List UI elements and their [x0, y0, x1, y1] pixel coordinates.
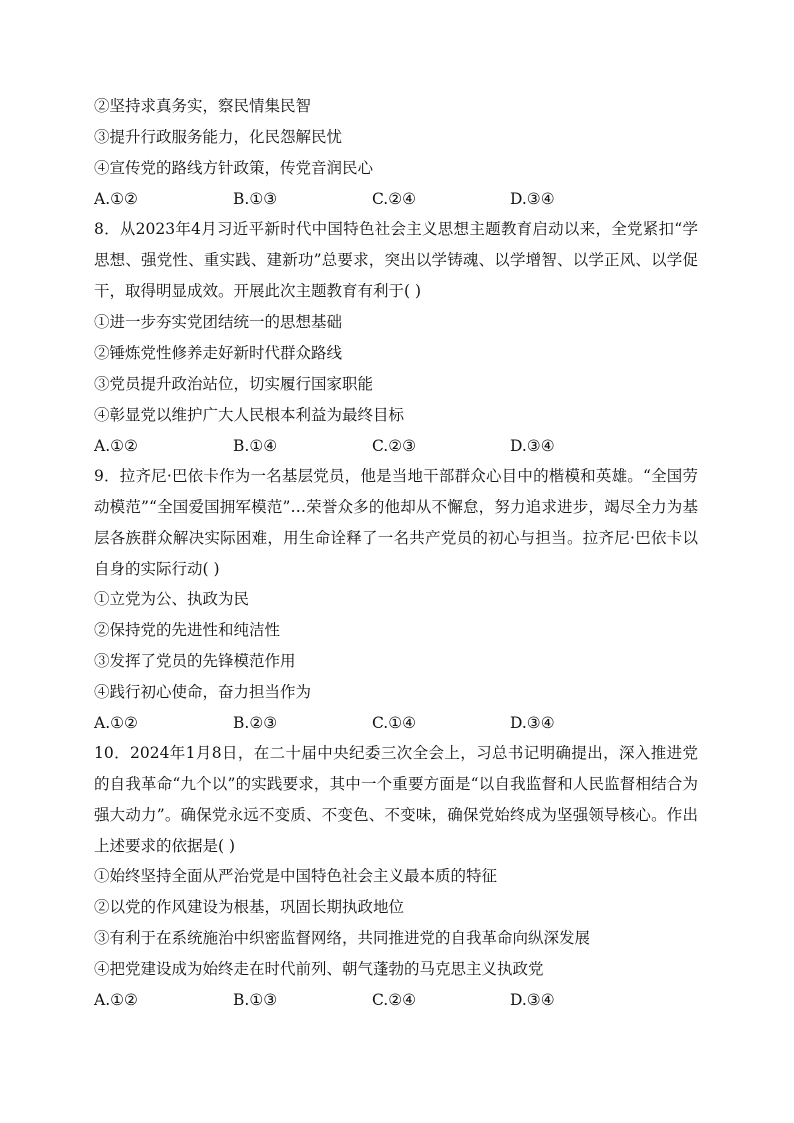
q7-choice-3: ③提升行政服务能力，化民怨解民忧 — [94, 128, 343, 146]
q8-options — [94, 436, 714, 456]
q10-option-a: A.①② — [94, 991, 138, 1009]
q9-option-d: D.③④ — [510, 714, 555, 732]
q7-option-d: D.③④ — [510, 190, 555, 208]
q8-option-a: A.①② — [94, 437, 138, 455]
q10-choice-2: ②以党的作风建设为根基，巩固长期执政地位 — [94, 898, 405, 916]
q9-choice-1: ①立党为公、执政为民 — [94, 590, 250, 608]
q8-option-c: C.②③ — [372, 437, 417, 455]
q8-choice-3: ③党员提升政治站位，切实履行国家职能 — [94, 375, 374, 393]
q8-option-b: B.①④ — [233, 437, 278, 455]
q9-option-a: A.①② — [94, 714, 138, 732]
q7-option-c: C.②④ — [372, 190, 417, 208]
q8-choice-2: ②锤炼党性修养走好新时代群众路线 — [94, 344, 343, 362]
q7-options — [94, 189, 714, 209]
q9-option-c: C.①④ — [372, 714, 417, 732]
q10-stem: 10．2024年1月8日，在二十届中央纪委三次全会上，习总书记明确提出，深入推进党的自我革命“九个以”的实践要求，其中一个重要方面是“以自我监督和人民监督相结合为强大动力”。确保党永远不变质、不变色、不变味，确保党始终成为坚强领导核心。作出上述要求的依据是( ) — [94, 744, 698, 855]
q10-option-b: B.①③ — [233, 991, 278, 1009]
q7-choice-4: ④宣传党的路线方针政策，传党音润民心 — [94, 159, 374, 177]
q9-option-b: B.②③ — [233, 714, 278, 732]
q9-choice-3: ③发挥了党员的先锋模范作用 — [94, 652, 296, 670]
q8-choice-1: ①进一步夯实党团结统一的思想基础 — [94, 313, 343, 331]
q10-options — [94, 990, 714, 1010]
q7-option-b: B.①③ — [233, 190, 278, 208]
q9-stem: 9．拉齐尼·巴依卡作为一名基层党员，他是当地干部群众心目中的楷模和英雄。“全国劳动模范”“全国爱国拥军模范”…荣誉众多的他却从不懈怠，努力追求进步，竭尽全力为基层各族群众解决实际困难，用生命诠释了一名共产党员的初心与担当。拉齐尼·巴依卡以自身的实际行动( ) — [94, 467, 698, 578]
q10-choice-3: ③有利于在系统施治中织密监督网络，共同推进党的自我革命向纵深发展 — [94, 929, 591, 947]
q9-options — [94, 713, 714, 733]
q10-choice-1: ①始终坚持全面从严治党是中国特色社会主义最本质的特征 — [94, 867, 498, 885]
q10-option-d: D.③④ — [510, 991, 555, 1009]
q8-option-d: D.③④ — [510, 437, 555, 455]
q10-option-c: C.②④ — [372, 991, 417, 1009]
q7-option-a: A.①② — [94, 190, 138, 208]
q9-choice-2: ②保持党的先进性和纯洁性 — [94, 621, 281, 639]
q8-stem: 8．从2023年4月习近平新时代中国特色社会主义思想主题教育启动以来，全党紧扣“学思想、强党性、重实践、建新功”总要求，突出以学铸魂、以学增智、以学正风、以学促干，取得明显成效。开展此次主题教育有利于( ) — [94, 220, 698, 300]
q7-choice-2: ②坚持求真务实，察民情集民智 — [94, 97, 312, 115]
q10-choice-4: ④把党建设成为始终走在时代前列、朝气蓬勃的马克思主义执政党 — [94, 960, 544, 978]
q9-choice-4: ④践行初心使命，奋力担当作为 — [94, 683, 312, 701]
q8-choice-4: ④彰显党以维护广大人民根本利益为最终目标 — [94, 406, 405, 424]
